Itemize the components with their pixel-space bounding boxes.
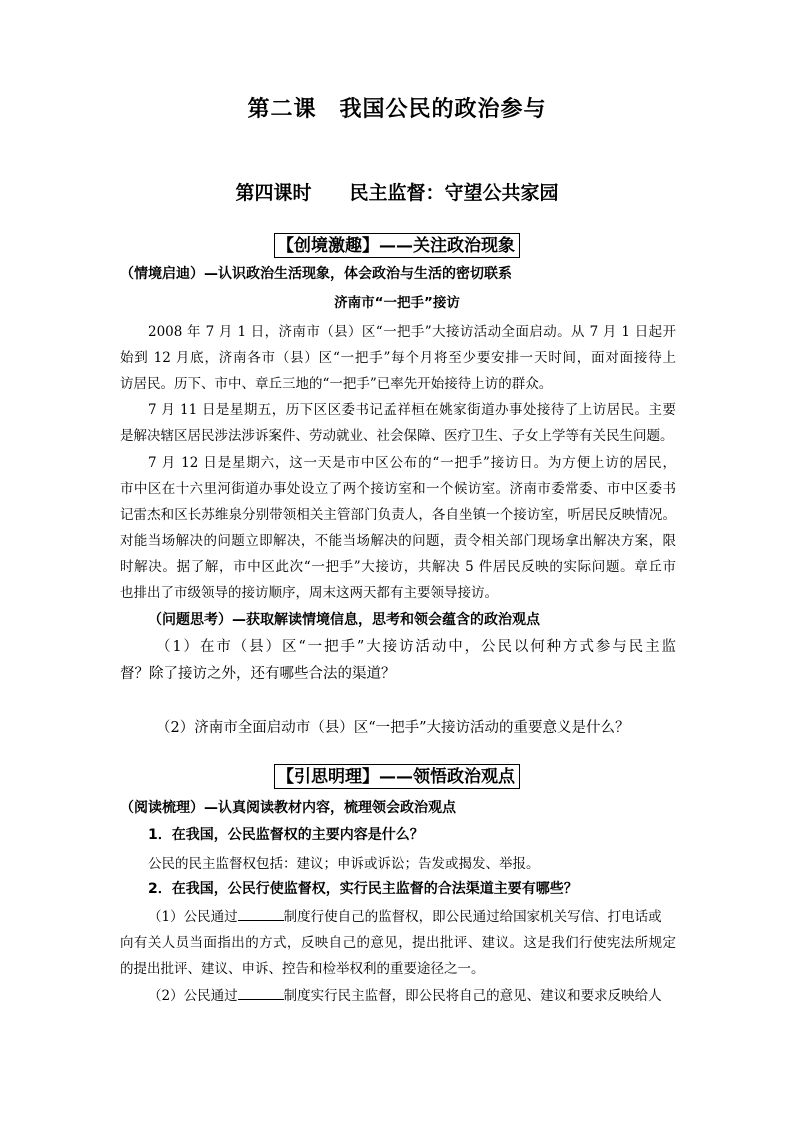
paragraph-line: 向有关人员当面指出的方式，反映自己的意见，提出批评、建议。这是我们行使宪法所规定 bbox=[120, 935, 676, 951]
channel-2-line bbox=[148, 984, 662, 1004]
case-title: 济南市“一把手”接访 bbox=[334, 295, 460, 311]
paragraph-line: 是解决辖区居民涉法涉诉案件、劳动就业、社会保障、医疗卫生、子女上学等有关民生问题。 bbox=[120, 428, 674, 444]
paragraph-line: 市中区在十六里河街道办事处设立了两个接访室和一个候访室。济南市委常委、市中区委书 bbox=[120, 481, 676, 497]
channel-1-line bbox=[148, 905, 662, 925]
paragraph-line: 2008 年 7 月 1 日，济南市（县）区“一把手”大接访活动全面启动。从 7 月 1 日起开 bbox=[148, 324, 676, 340]
section2-heading: 【引思明理】——领悟政治观点 bbox=[274, 764, 520, 789]
section1-heading: 【创境激趣】——关注政治现象 bbox=[274, 233, 520, 258]
paragraph-line: 7 月 11 日是星期五，历下区区委书记孟祥桓在姚家街道办事处接待了上访居民。主要 bbox=[148, 402, 676, 418]
paragraph-line: 对能当场解决的问题立即解决，不能当场解决的问题，责令相关部门现场拿出解决方案，限 bbox=[120, 533, 676, 549]
paragraph-line: 也排出了市级领导的接访顺序，周末这两天都有主要领导接访。 bbox=[120, 585, 498, 601]
section2-heading-box bbox=[0, 764, 794, 789]
question-2: （2）济南市全面启动市（县）区“一把手”大接访活动的重要意义是什么？ bbox=[156, 720, 630, 736]
item-1-title: 1．在我国，公民监督权的主要内容是什么？ bbox=[148, 827, 424, 843]
section1-heading-box bbox=[0, 233, 794, 258]
channel-1-prefix: （1）公民通过 bbox=[148, 909, 238, 925]
question-thinking-heading: （问题思考）—获取解读情境信息，思考和领会蕴含的政治观点 bbox=[148, 612, 540, 628]
scenario-intro: （情境启迪）—认识政治生活现象，体会政治与生活的密切联系 bbox=[120, 266, 512, 282]
item-2-title: 2．在我国，公民行使监督权，实行民主监督的合法渠道主要有哪些？ bbox=[148, 881, 578, 897]
reading-intro: （阅读梳理）—认真阅读教材内容，梳理领会政治观点 bbox=[120, 800, 456, 816]
paragraph-line: 7 月 12 日是星期六，这一天是市中区公布的“一把手”接访日。为方便上访的居民， bbox=[148, 455, 676, 471]
channel-2-prefix: （2）公民通过 bbox=[148, 988, 238, 1004]
period-title: 第四课时 民主监督：守望公共家园 bbox=[235, 182, 559, 204]
lesson-title: 第二课 我国公民的政治参与 bbox=[247, 97, 547, 122]
fill-blank-1[interactable] bbox=[238, 908, 284, 921]
paragraph-line: 的提出批评、建议、申诉、控告和检举权利的重要途径之一。 bbox=[120, 961, 485, 977]
item-1-answer: 公民的民主监督权包括：建议；申诉或诉讼；告发或揭发、举报。 bbox=[148, 856, 540, 872]
fill-blank-2[interactable] bbox=[238, 987, 284, 1000]
paragraph-line: 时解决。据了解，市中区此次“一把手”大接访，共解决 5 件居民反映的实际问题。章丘市 bbox=[120, 559, 676, 575]
paragraph-line: 访居民。历下、市中、章丘三地的“一把手”已率先开始接待上访的群众。 bbox=[120, 376, 553, 392]
question-1-line: （1）在市（县）区“一把手”大接访活动中，公民以何种方式参与民主监 bbox=[156, 639, 676, 655]
channel-1-suffix: 制度行使自己的监督权，即公民通过给国家机关写信、打电话或 bbox=[283, 909, 662, 925]
question-1-line: 督？除了接访之外，还有哪些合法的渠道？ bbox=[120, 666, 396, 682]
channel-2-suffix: 制度实行民主监督，即公民将自己的意见、建议和要求反映给人 bbox=[283, 988, 662, 1004]
paragraph-line: 始到 12 月底，济南各市（县）区“一把手”每个月将至少要安排一天时间，面对面接待上 bbox=[120, 350, 676, 366]
paragraph-line: 记雷杰和区长苏维泉分别带领相关主管部门负责人，各自坐镇一个接访室，听居民反映情况。 bbox=[120, 507, 676, 523]
